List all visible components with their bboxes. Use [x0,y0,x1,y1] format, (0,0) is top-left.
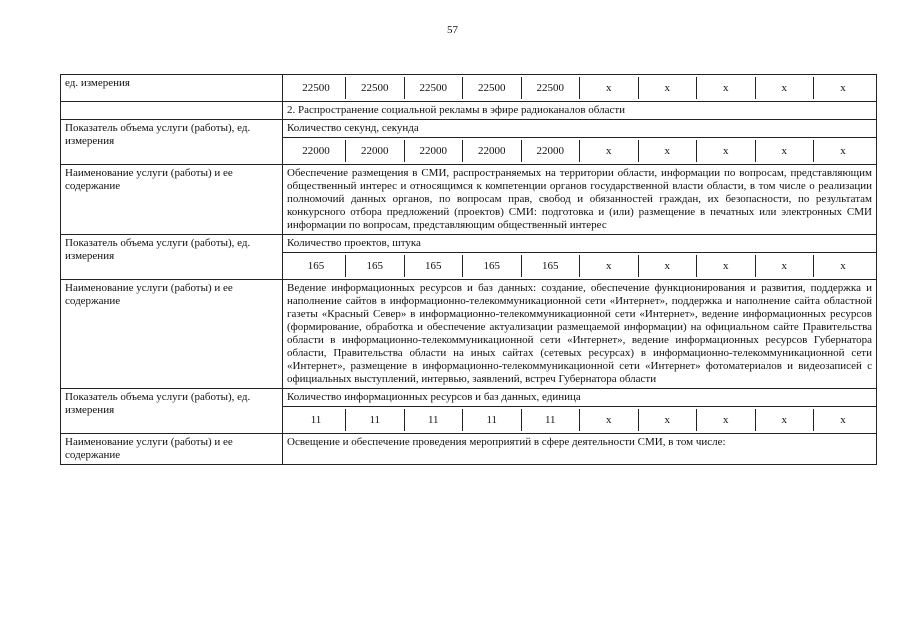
values-cell [283,407,877,434]
value-cell: 11 [404,409,463,431]
table-row [61,280,877,389]
value-cell: 22000 [346,140,405,162]
value-cell: 22500 [521,77,580,99]
value-cell: x [697,409,756,431]
value-cell: 22000 [404,140,463,162]
service-description: Ведение информационных ресурсов и баз данных: создание, обеспечение функционирования и развития, поддержка и наполнение сайтов в информационно-телекоммуникационной сети «Интернет», поддержка и наполнение сайта областной газеты «Красный Север» в информационно-телекоммуникационной сети «Интернет», ведение информационных ресурсов (формирование, обработка и обеспечение актуализации размещаемой информации) на официальном сайте Правительства области в информационно-телекоммуникационной сети «Интернет», ведение информационных ресурсов Губернатора области, Правительства области на иных сайтах (сетевых ресурсах) в информационно-телекоммуникационной сети «Интернет», размещение в информационно-телекоммуникационной сети «Интернет» фотоматериалов и видеозаписей с официальных выступлений, интервью, заявлений, встреч Губернатора области [283,280,877,389]
row-label: Показатель объема услуги (работы), ед. измерения [61,389,283,434]
value-cell: x [755,140,814,162]
row-label-empty [61,102,283,120]
value-cell: 165 [346,255,405,277]
value-cell: 22500 [404,77,463,99]
values-cell [283,138,877,165]
unit-text: Количество информационных ресурсов и баз данных, единица [283,389,877,407]
row-label: Наименование услуги (работы) и ее содержание [61,434,283,465]
table-row [61,389,877,407]
value-cell: 165 [521,255,580,277]
value-cell: 165 [463,255,522,277]
value-cell: 11 [521,409,580,431]
value-cell: 11 [310,414,322,426]
row-label: Показатель объема услуги (работы), ед. измерения [61,120,283,165]
value-cell: x [638,140,697,162]
value-cell: 22000 [463,140,522,162]
unit-text: Количество секунд, секунда [283,120,877,138]
value-cell: 22500 [346,77,405,99]
row-label: Показатель объема услуги (работы), ед. измерения [61,235,283,280]
value-cell: x [755,255,814,277]
unit-text: Количество проектов, штука [283,235,877,253]
service-description: Освещение и обеспечение проведения мероприятий в сфере деятельности СМИ, в том числе: [283,434,877,465]
page-number: 57 [447,24,458,36]
value-cell: x [638,255,697,277]
value-cell: x [814,77,873,99]
value-cell: x [755,409,814,431]
value-cell: x [580,77,639,99]
value-cell: 165 [404,255,463,277]
value-cell: 22000 [521,140,580,162]
item-title: 2. Распространение социальной рекламы в эфире радиоканалов области [283,102,877,120]
table-row [61,102,877,120]
value-cell: x [638,77,697,99]
service-description: Обеспечение размещения в СМИ, распространяемых на территории области, информации по вопросам, представляющим общественный интерес и относящимся к компетенции органов государственной власти области, в том числе о реализации полномочий данных органов, по вопросам прав, свобод и обязанностей граждан, их безопасности, по результатам конкурсного отбора предложений (проектов) СМИ: подготовка и (или) размещение в печатных или электронных СМИ информации по вопросам, представляющим общественный интерес [283,165,877,235]
values-cell [283,75,877,102]
value-cell: 165 [307,260,325,272]
value-cell: x [580,409,639,431]
value-cell: x [580,255,639,277]
service-table [60,74,877,465]
value-cell: x [580,140,639,162]
value-cell: 11 [463,409,522,431]
value-cell: x [814,140,873,162]
table-row [61,434,877,465]
value-cell: x [814,255,873,277]
table-row [61,120,877,138]
table-row [61,235,877,253]
value-cell: 22500 [302,82,330,94]
value-cell: x [697,77,756,99]
value-cell: 11 [346,409,405,431]
value-cell: x [697,255,756,277]
table-row [61,75,877,102]
row-label: ед. измерения [61,75,283,102]
row-label: Наименование услуги (работы) и ее содержание [61,165,283,235]
value-cell: x [814,409,873,431]
value-cell: x [697,140,756,162]
row-label: Наименование услуги (работы) и ее содержание [61,280,283,389]
table-row [61,165,877,235]
value-cell: x [755,77,814,99]
value-cell: x [638,409,697,431]
values-cell [283,253,877,280]
value-cell: 22000 [302,145,330,157]
value-cell: 22500 [463,77,522,99]
